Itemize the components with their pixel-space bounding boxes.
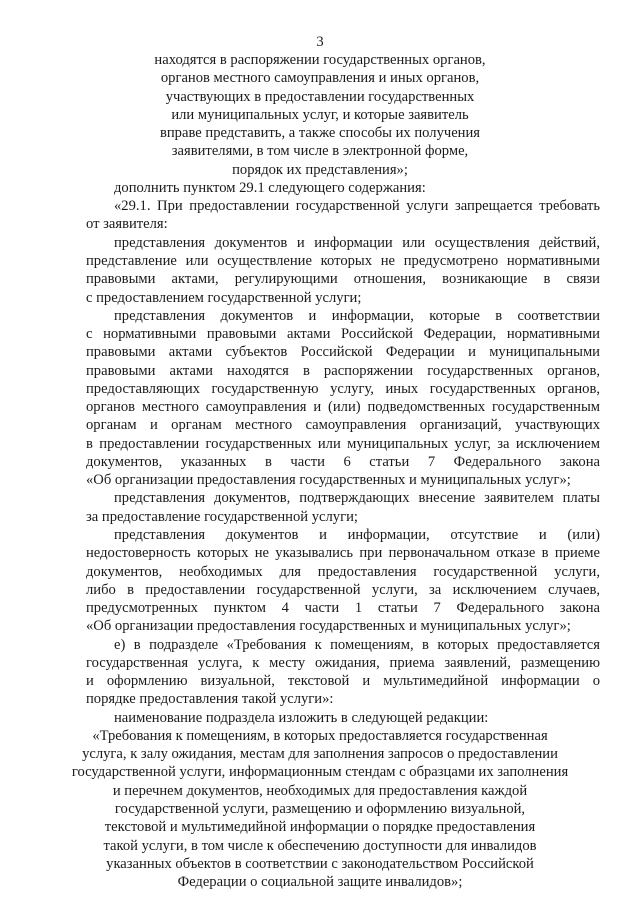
paragraph-line: предоставляющих государственную услугу, иных государственных органов, <box>86 380 600 397</box>
centered-line: государственной услуги, размещению и оформлению визуальной, <box>114 800 526 817</box>
centered-line: Федерации о социальной защите инвалидов»; <box>177 874 463 890</box>
paragraph-line: правовыми актами находятся в распоряжении государственных органов, <box>86 362 600 379</box>
centered-line: указанных объектов в соответствии с законодательством Российской <box>106 855 534 872</box>
paragraph-line: органам и органам местного самоуправления организаций, участвующих <box>86 417 600 434</box>
centered-line: органов местного самоуправления и иных органов, <box>160 70 480 87</box>
centered-line: заявителями, в том числе в электронной форме, <box>171 143 469 160</box>
paragraph-line: дополнить пунктом 29.1 следующего содержания: <box>114 179 426 196</box>
paragraph-line: в предоставлении государственных или муниципальных услуг, за исключением <box>86 435 600 452</box>
paragraph-line: документов, необходимых для предоставления государственной услуги, <box>86 563 600 580</box>
paragraph-line: е) в подразделе «Требования к помещениям, в которых предоставляется <box>114 636 600 653</box>
centered-line: текстовой и мультимедийной информации о порядке предоставления <box>104 819 536 836</box>
paragraph-line: «Об организации предоставления государственных и муниципальных услуг»; <box>86 472 571 489</box>
paragraph-line: наименование подраздела изложить в следующей редакции: <box>114 709 489 726</box>
paragraph-line: порядке предоставления такой услуги»: <box>86 691 334 708</box>
centered-line: вправе представить, а также способы их получения <box>159 125 481 142</box>
centered-line: находятся в распоряжении государственных органов, <box>154 52 486 68</box>
paragraph-line: представление или осуществление которых не предусмотрено нормативными <box>86 252 600 269</box>
paragraph-line: представления документов и информации или осуществления действий, <box>114 234 600 251</box>
centered-line: услуга, к залу ожидания, местам для заполнения запросов о предоставлении <box>82 746 558 763</box>
paragraph-line: правовыми актами субъектов Российской Федерации и муниципальными <box>86 344 600 361</box>
paragraph-line: с нормативными правовыми актами Российской Федерации, нормативными <box>86 326 600 342</box>
paragraph-line: представления документов и информации, которые в соответствии <box>114 307 600 324</box>
centered-line: порядок их представления»; <box>232 161 408 178</box>
paragraph-line: представления документов, подтверждающих внесение заявителем платы <box>114 490 600 507</box>
paragraph-line: государственная услуга, к месту ожидания, приема заявлений, размещению <box>86 654 600 671</box>
centered-line: государственной услуги, информационным стендам с образцами их заполнения <box>71 764 569 781</box>
paragraph-line: и оформлению визуальной, текстовой и мультимедийной информации о <box>86 673 600 690</box>
paragraph-line: от заявителя: <box>86 216 168 233</box>
paragraph-line: с предоставлением государственной услуги; <box>86 289 362 306</box>
paragraph-line: органов местного самоуправления и (или) подведомственных государственным <box>86 399 600 416</box>
paragraph-line: либо в предоставлении государственной услуги, за исключением случаев, <box>86 581 600 598</box>
centered-line: такой услуги, в том числе к обеспечению доступности для инвалидов <box>103 837 537 854</box>
centered-line: или муниципальных услуг, и которые заявитель <box>171 106 469 123</box>
paragraph-line: недостоверность которых не указывались при первоначальном отказе в приеме <box>86 545 600 562</box>
paragraph-line: за предоставление государственной услуги; <box>86 508 358 525</box>
centered-line: «Требования к помещениям, в которых предоставляется государственная <box>92 727 548 744</box>
paragraph-line: предусмотренных пунктом 4 части 1 статьи 7 Федерального закона <box>86 600 600 616</box>
paragraph-line: представления документов и информации, отсутствие и (или) <box>114 526 600 543</box>
paragraph-line: «29.1. При предоставлении государственной услуги запрещается требовать <box>114 198 600 215</box>
paragraph-line: «Об организации предоставления государственных и муниципальных услуг»; <box>86 618 571 635</box>
centered-line: участвующих в предоставлении государственных <box>165 88 475 105</box>
centered-line: и перечнем документов, необходимых для предоставления каждой <box>112 782 528 799</box>
paragraph-line: правовыми актами, регулирующими отношения, возникающие в связи <box>86 271 600 288</box>
paragraph-line: документов, указанных в части 6 статьи 7 Федерального закона <box>86 453 600 470</box>
page-number: 3 <box>316 34 324 50</box>
